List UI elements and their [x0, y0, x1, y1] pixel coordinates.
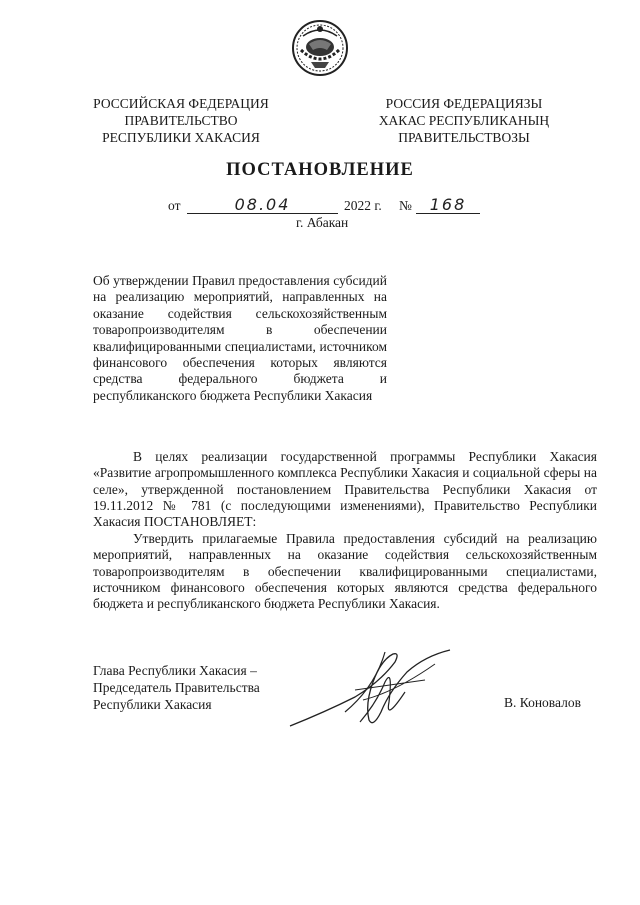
header-right-line: РОССИЯ ФЕДЕРАЦИЯЗЫ [385, 96, 543, 111]
date-prefix: от [168, 198, 181, 213]
header-left-line: РОССИЙСКАЯ ФЕДЕРАЦИЯ [93, 96, 269, 111]
signer-name: В. Коновалов [504, 695, 581, 710]
city-name: г. Абакан [296, 215, 349, 230]
date-handwritten: 08.04 [187, 198, 338, 214]
document-subject: Об утверждении Правил предоставления субсидий на реализацию мероприятий, направленных на оказание содействия сельскохозяйственным товаропроизводителям в обеспечении квалифицированными специалистами, источником финансового обеспечения которых являются средства федерального бюджета и республиканского бюджета Республики Хакасия [93, 273, 387, 403]
handwritten-signature-icon [285, 642, 455, 732]
number-sign: № [399, 198, 412, 213]
position-line: Председатель Правительства [93, 680, 260, 695]
document-title: ПОСТАНОВЛЕНИЕ [226, 160, 414, 180]
header-right-line: ХАКАС РЕСПУБЛИКАНЫҢ [378, 113, 550, 128]
body-paragraph-resolution: Утвердить прилагаемые Правила предоставления субсидий на реализацию мероприятий, направленных на оказание содействия сельскохозяйственным товаропроизводителям в обеспечении квалифицированными специалистами, источником финансового обеспечения которых являются средства федерального бюджета и республиканского бюджета Республики Хакасия. [93, 531, 597, 612]
header-left-russian [86, 95, 276, 146]
header-right-line: ПРАВИТЕЛЬСТВОЗЫ [398, 130, 530, 145]
header-right-khakas [368, 95, 560, 146]
position-line: Республики Хакасия [93, 697, 212, 712]
header-left-line: РЕСПУБЛИКИ ХАКАСИЯ [102, 130, 260, 145]
date-year: 2022 г. [344, 198, 382, 213]
document-number-handwritten: 168 [416, 198, 480, 214]
body-paragraph-preamble: В целях реализации государственной программы Республики Хакасия «Развитие агропромышленного комплекса Республики Хакасия и социальной сферы на селе», утвержденной постановлением Правительства Республики Хакасия от 19.11.2012 № 781 (с последующими изменениями), Правительство Республики Хакасия ПОСТАНОВЛЯЕТ: [93, 449, 597, 530]
position-line: Глава Республики Хакасия – [93, 663, 257, 678]
header-left-line: ПРАВИТЕЛЬСТВО [124, 113, 238, 128]
signature-position [93, 662, 260, 713]
coat-of-arms-emblem-icon [291, 18, 349, 78]
